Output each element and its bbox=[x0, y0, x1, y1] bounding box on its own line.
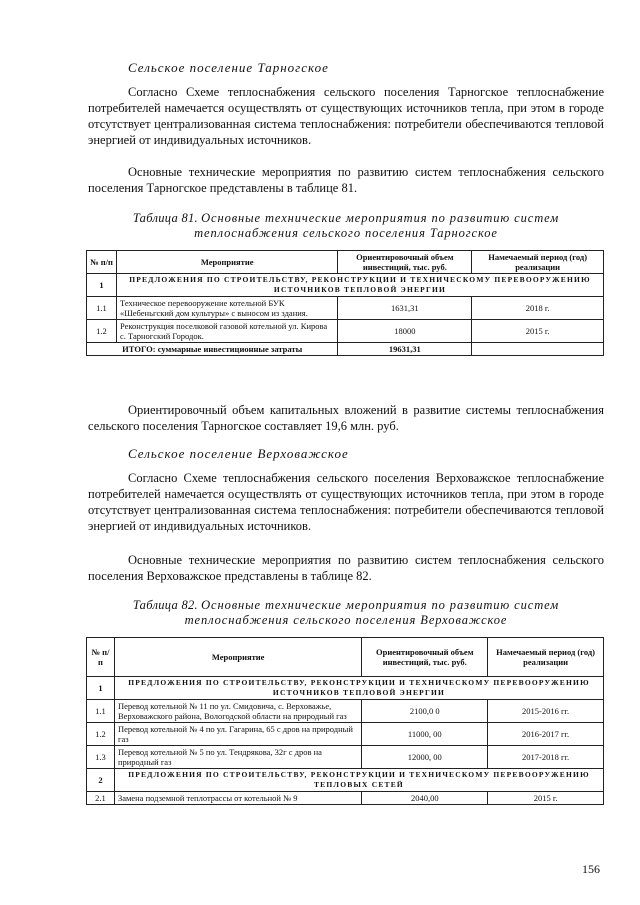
row-num: 2.1 bbox=[87, 792, 115, 805]
table-section-row bbox=[87, 677, 604, 700]
page-number: 156 bbox=[582, 862, 600, 876]
row-period: 2015 г. bbox=[488, 792, 604, 805]
table-row bbox=[87, 320, 604, 343]
header-num: № п/п bbox=[87, 251, 117, 274]
row-period: 2015 г. bbox=[472, 320, 604, 343]
paragraph-verkhovazhskoe-table-ref: Основные технические мероприятия по развитию систем теплоснабжения сельского поселения Верховажское представлены в таблице 82. bbox=[88, 553, 604, 583]
table-row bbox=[87, 792, 604, 805]
row-invest: 11000, 00 bbox=[362, 723, 488, 746]
row-num: 1.1 bbox=[87, 700, 115, 723]
total-value: 19631,31 bbox=[338, 343, 472, 356]
total-empty bbox=[472, 343, 604, 356]
row-period: 2017-2018 гг. bbox=[488, 746, 604, 769]
section-heading-tarnogskoe: Сельское поселение Тарногское bbox=[128, 60, 329, 75]
table-row bbox=[87, 723, 604, 746]
section-title: ПРЕДЛОЖЕНИЯ ПО СТРОИТЕЛЬСТВУ, РЕКОНСТРУКЦИИ И ТЕХНИЧЕСКОМУ ПЕРЕВООРУЖЕНИЮ ИСТОЧНИКОВ ТЕПЛОВОЙ ЭНЕРГИИ bbox=[116, 274, 603, 297]
section-num: 1 bbox=[87, 677, 115, 700]
table-section-row bbox=[87, 769, 604, 792]
header-measure: Мероприятие bbox=[114, 638, 361, 677]
row-num: 1.3 bbox=[87, 746, 115, 769]
row-measure: Перевод котельной № 5 по ул. Тендрякова, 32г с дров на природный газ bbox=[114, 746, 361, 769]
paragraph-verkhovazhskoe-intro: Согласно Схеме теплоснабжения сельского поселения Верховажское теплоснабжение потребителей намечается осуществлять от существующих источников тепла, при этом в городе отсутствует централизованная система теплоснабжения: потребители обеспечиваются тепловой энергией от индивидуальных источников. bbox=[88, 471, 604, 533]
section-num: 2 bbox=[87, 769, 115, 792]
row-measure: Замена подземной теплотрассы от котельной № 9 bbox=[114, 792, 361, 805]
row-num: 1.2 bbox=[87, 723, 115, 746]
paragraph-tarnogskoe-summary: Ориентировочный объем капитальных вложений в развитие системы теплоснабжения сельского поселения Тарногское составляет 19,6 млн. руб. bbox=[88, 403, 604, 433]
row-invest: 12000, 00 bbox=[362, 746, 488, 769]
table-row bbox=[87, 746, 604, 769]
table-82 bbox=[86, 637, 604, 805]
paragraph-tarnogskoe-intro: Согласно Схеме теплоснабжения сельского поселения Тарногское теплоснабжение потребителей намечается осуществлять от существующих источников тепла, при этом в городе отсутствует централизованная система теплоснабжения: потребители обеспечиваются тепловой энергией от индивидуальных источников. bbox=[88, 85, 604, 147]
total-label: ИТОГО: суммарные инвестиционные затраты bbox=[87, 343, 338, 356]
row-period: 2016-2017 гг. bbox=[488, 723, 604, 746]
table-81-caption bbox=[88, 211, 604, 241]
row-num: 1.1 bbox=[87, 297, 117, 320]
section-heading-verkhovazhskoe: Сельское поселение Верховажское bbox=[128, 446, 349, 461]
row-period: 2018 г. bbox=[472, 297, 604, 320]
header-num: № п/п bbox=[87, 638, 115, 677]
row-invest: 1631,31 bbox=[338, 297, 472, 320]
header-period: Намечаемый период (год) реализации bbox=[488, 638, 604, 677]
row-num: 1.2 bbox=[87, 320, 117, 343]
row-invest: 2040,00 bbox=[362, 792, 488, 805]
table-section-row bbox=[87, 274, 604, 297]
table-header-row bbox=[87, 638, 604, 677]
table-82-caption-title: Основные технические мероприятия по развитию систем теплоснабжения сельского поселения Верховажское bbox=[184, 598, 560, 627]
header-invest: Ориентировочный объем инвестиций, тыс. руб. bbox=[362, 638, 488, 677]
table-82-caption bbox=[88, 598, 604, 628]
table-81-caption-number: Таблица 81. bbox=[132, 211, 198, 225]
section-num: 1 bbox=[87, 274, 117, 297]
row-measure: Техническое перевооружение котельной БУК «Шебеньгский дом культуры» с выносом из здания. bbox=[116, 297, 337, 320]
header-measure: Мероприятие bbox=[116, 251, 337, 274]
section-title: ПРЕДЛОЖЕНИЯ ПО СТРОИТЕЛЬСТВУ, РЕКОНСТРУКЦИИ И ТЕХНИЧЕСКОМУ ПЕРЕВООРУЖЕНИЮ ТЕПЛОВЫХ СЕТЕЙ bbox=[114, 769, 603, 792]
table-row bbox=[87, 297, 604, 320]
header-invest: Ориентировочный объем инвестиций, тыс. руб. bbox=[338, 251, 472, 274]
table-81-caption-title: Основные технические мероприятия по развитию систем теплоснабжения сельского поселения Тарногское bbox=[194, 211, 560, 240]
row-invest: 18000 bbox=[338, 320, 472, 343]
row-measure: Реконструкция поселковой газовой котельной ул. Кирова с. Тарногский Городок. bbox=[116, 320, 337, 343]
table-81 bbox=[86, 250, 604, 356]
section-title: ПРЕДЛОЖЕНИЯ ПО СТРОИТЕЛЬСТВУ, РЕКОНСТРУКЦИИ И ТЕХНИЧЕСКОМУ ПЕРЕВООРУЖЕНИЮ ИСТОЧНИКОВ ТЕПЛОВОЙ ЭНЕРГИИ bbox=[114, 677, 603, 700]
paragraph-tarnogskoe-table-ref: Основные технические мероприятия по развитию систем теплоснабжения сельского поселения Тарногское представлены в таблице 81. bbox=[88, 165, 604, 195]
table-row bbox=[87, 700, 604, 723]
row-period: 2015-2016 гг. bbox=[488, 700, 604, 723]
row-measure: Перевод котельной № 4 по ул. Гагарина, 65 с дров на природный газ bbox=[114, 723, 361, 746]
table-82-caption-number: Таблица 82. bbox=[132, 598, 198, 612]
row-measure: Перевод котельной № 11 по ул. Смидовича, с. Верховажье, Верховажского района, Вологодской области на природный газ bbox=[114, 700, 361, 723]
table-header-row bbox=[87, 251, 604, 274]
table-total-row bbox=[87, 343, 604, 356]
row-invest: 2100,0 0 bbox=[362, 700, 488, 723]
header-period: Намечаемый период (год) реализации bbox=[472, 251, 604, 274]
